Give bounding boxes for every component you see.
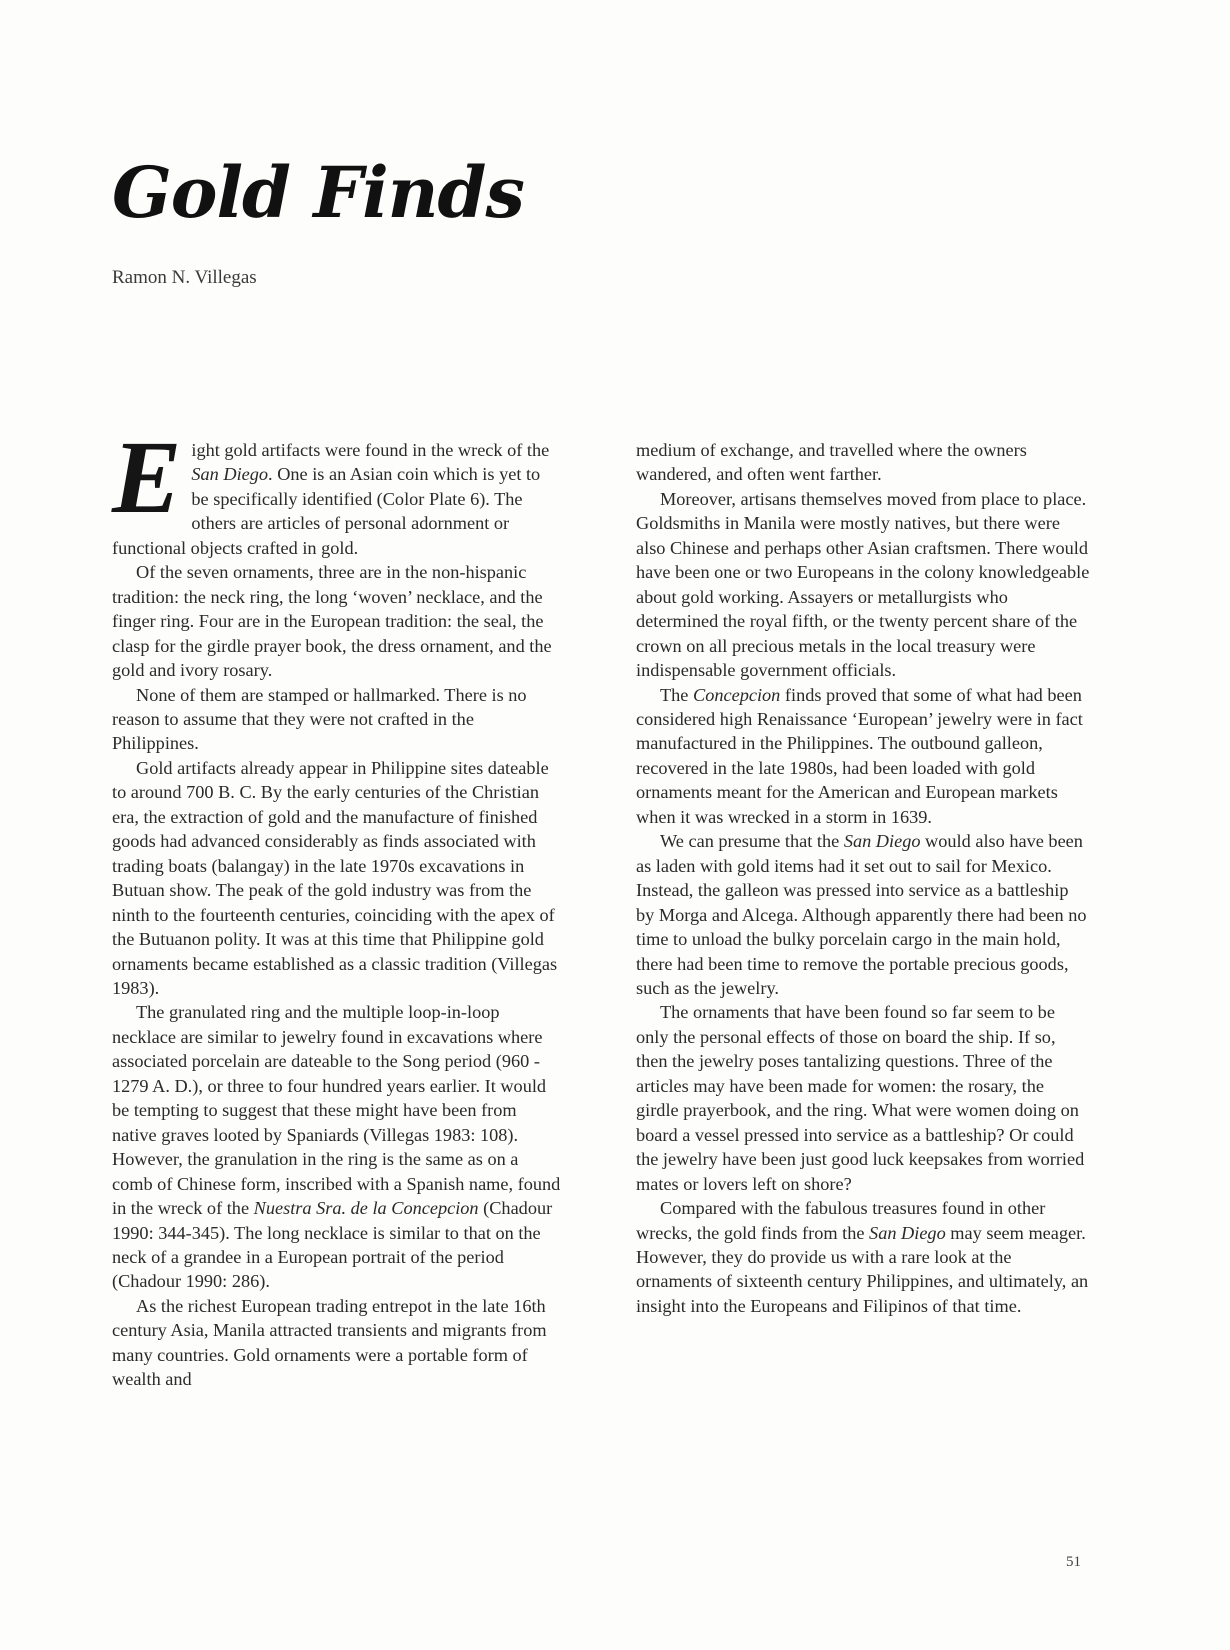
paragraph-3: None of them are stamped or hallmarked. There is no reason to assume that they were not crafted in the Philippines. (112, 684, 527, 754)
page-number: 51 (1066, 1554, 1081, 1570)
paragraph-11: The ornaments that have been found so far seem to be only the personal effects of those on board the ship. If so, then the jewelry poses tantalizing questions. Three of the articles may have been made for women: the rosary, the girdle prayerbook, and the ring. What were women doing on board a vessel pressed into service as a battleship? Or could the jewelry have been just good luck keepsakes from worried mates or lovers left on shore? (636, 1002, 1085, 1194)
paragraph-7: medium of exchange, and travelled where the owners wandered, and often went farther. (636, 440, 1027, 485)
ship-name: Concepcion (693, 684, 781, 705)
paragraph-1: Eight gold artifacts were found in the wreck of the San Diego. One is an Asian coin which is yet to be specifically identified (Color Plate 6). The others are articles of personal adornment or functional objects crafted in gold. (112, 420, 550, 558)
drop-cap: E (112, 420, 182, 535)
paragraph-12: Compared with the fabulous treasures found in other wrecks, the gold finds from the San Diego may seem meager. However, they do provide us with a rare look at the ornaments of sixteenth century Philippines, and ultimately, an insight into the Europeans and Filipinos of that time. (636, 1198, 1089, 1316)
paragraph-4: Gold artifacts already appear in Philippine sites dateable to around 700 B. C. By the early centuries of the Christian era, the extraction of gold and the manufacture of finished goods had advanced considerably as finds associated with trading boats (balangay) in the late 1970s excavations in Butuan show. The peak of the gold industry was from the ninth to the fourteenth centuries, coinciding with the apex of the Butuanon polity. It was at this time that Philippine gold ornaments became established as a classic tradition (Villegas 1983). (112, 757, 558, 998)
author-byline: Ramon N. Villegas (112, 267, 257, 288)
paragraph-9: The Concepcion finds proved that some of what had been considered high Renaissance ‘European’ jewelry were in fact manufactured in the Philippines. The outbound galleon, recovered in the late 1980s, had been loaded with gold ornaments meant for the American and European markets when it was wrecked in a storm in 1639. (636, 684, 1083, 827)
paragraph-6: As the richest European trading entrepot in the late 16th century Asia, Manila attracted transients and migrants from many countries. Gold ornaments were a portable form of wealth and (112, 1295, 547, 1390)
ship-name: San Diego (869, 1222, 946, 1243)
paragraph-2: Of the seven ornaments, three are in the non-hispanic tradition: the neck ring, the long ‘woven’ necklace, and the finger ring. Four are in the European tradition: the seal, the clasp for the girdle prayer book, the dress ornament, and the gold and ivory rosary. (112, 562, 552, 681)
right-column (636, 438, 1091, 1318)
paragraph-5: The granulated ring and the multiple loop-in-loop necklace are similar to jewelry found in excavations where associated porcelain are dateable to the Song period (960 - 1279 A. D.), or three to four hundred years earlier. It would be tempting to suggest that these might have been from native graves looted by Spaniards (Villegas 1983: 108). However, the granulation in the ring is the same as on a comb of Chinese form, inscribed with a Spanish name, found in the wreck of the Nuestra Sra. de la Concepcion (Chadour 1990: 344-345). The long necklace is similar to that on the neck of a grandee in a European portrait of the period (Chadour 1990: 286). (112, 1002, 561, 1292)
ship-name: San Diego (191, 464, 269, 485)
ship-name: Nuestra Sra. de la Concepcion (253, 1198, 479, 1219)
ship-name: San Diego (843, 831, 921, 852)
article-title: Gold Finds (112, 151, 524, 234)
paragraph-10: We can presume that the San Diego would also have been as laden with gold items had it set out to sail for Mexico. Instead, the galleon was pressed into service as a battleship by Morga and Alcega. Although apparently there had been no time to unload the bulky porcelain cargo in the main hold, there had been time to remove the portable precious goods, such as the jewelry. (636, 831, 1087, 998)
left-column (112, 420, 562, 1392)
paragraph-8: Moreover, artisans themselves moved from place to place. Goldsmiths in Manila were mostly natives, but there were also Chinese and perhaps other Asian craftsmen. There would have been one or two Europeans in the colony knowledgeable about gold working. Assayers or metallurgists who determined the royal fifth, or the twenty percent share of the crown on all precious metals in the local treasury were indispensable government officials. (636, 488, 1090, 681)
